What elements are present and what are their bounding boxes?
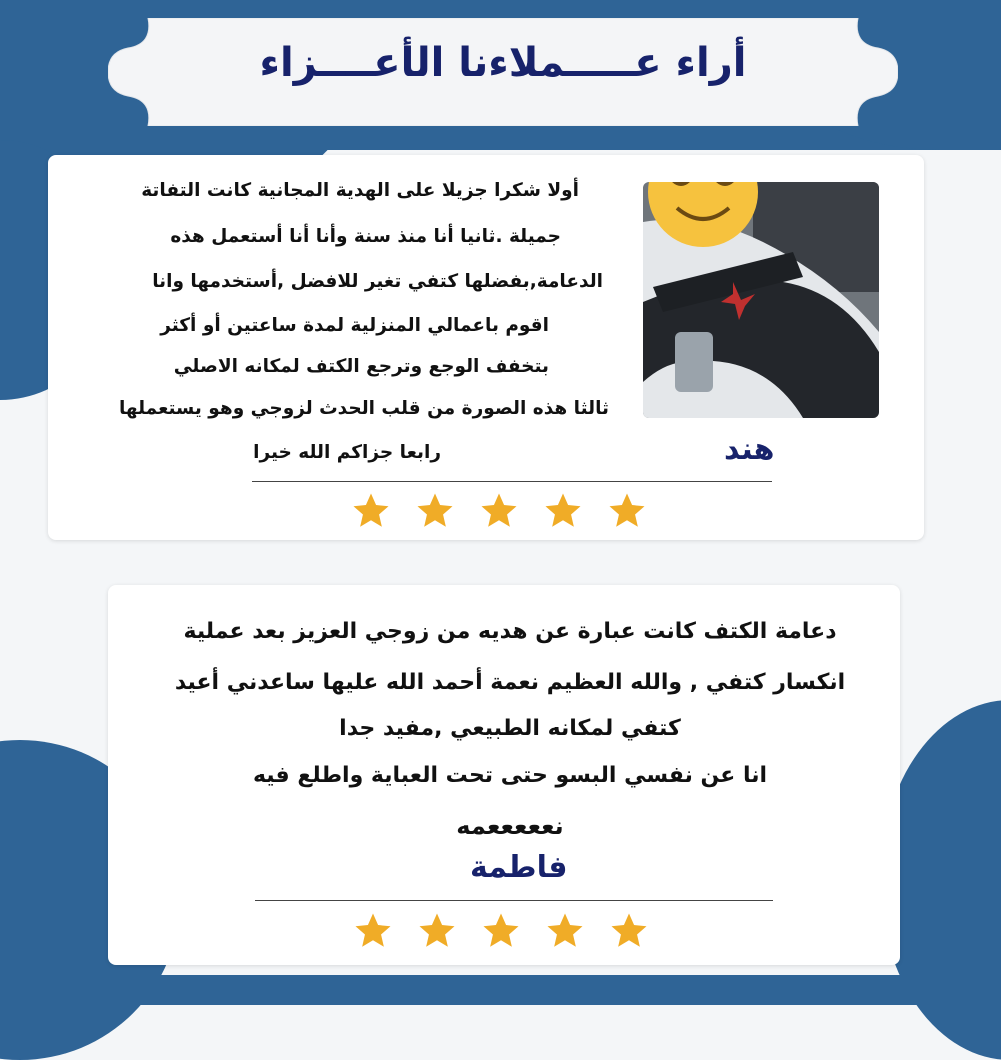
- star-icon: [416, 910, 458, 952]
- review-text-line: انا عن نفسي البسو حتى تحت العباية واطلع فيه: [252, 763, 768, 788]
- review-text-line: الدعامة,بفضلها كتفي تغير للافضل ,أستخدمها وانا: [152, 271, 603, 292]
- title-banner: [108, 18, 898, 126]
- review-text-line: اقوم باعمالي المنزلية لمدة ساعتين أو أكثر: [160, 315, 549, 336]
- reviewer-name: فاطمة: [470, 850, 568, 885]
- review-text-line: بتخفف الوجع وترجع الكتف لمكانه الاصلي: [173, 356, 549, 377]
- review-text-line: أولا شكرا جزيلا على الهدية المجانية كانت التفاتة: [141, 180, 579, 201]
- star-rating: [352, 910, 672, 952]
- review-text-line: جميلة .ثانيا أنا منذ سنة وأنا أنا أستعمل هذه: [170, 226, 561, 247]
- reviewer-name: هند: [724, 432, 775, 467]
- star-icon: [608, 910, 650, 952]
- star-icon: [544, 910, 586, 952]
- star-icon: [542, 490, 584, 532]
- star-rating: [350, 490, 670, 532]
- page-title: أراء عـــــملاءنا الأعــــزاء: [259, 40, 747, 86]
- review-divider: [255, 900, 773, 901]
- review-text-line: نعععععمه: [456, 812, 564, 840]
- star-icon: [480, 910, 522, 952]
- review-text-line: دعامة الكتف كانت عبارة عن هديه من زوجي العزيز بعد عملية: [183, 619, 837, 644]
- review-text-line: كتفي لمكانه الطبيعي ,مفيد جدا: [339, 716, 681, 741]
- review-text-line: انكسار كتفي , والله العظيم نعمة أحمد الله عليها ساعدني أعيد: [174, 670, 846, 695]
- review-text-line: ثالثا هذه الصورة من قلب الحدث لزوجي وهو يستعملها: [118, 398, 609, 419]
- star-icon: [606, 490, 648, 532]
- review-text-line: رابعا جزاكم الله خيرا: [253, 442, 441, 463]
- review-divider: [252, 481, 772, 482]
- star-icon: [414, 490, 456, 532]
- customer-photo-shoulder-brace-icon: [643, 182, 879, 418]
- star-icon: [350, 490, 392, 532]
- customer-photo: [643, 182, 879, 418]
- star-icon: [478, 490, 520, 532]
- star-icon: [352, 910, 394, 952]
